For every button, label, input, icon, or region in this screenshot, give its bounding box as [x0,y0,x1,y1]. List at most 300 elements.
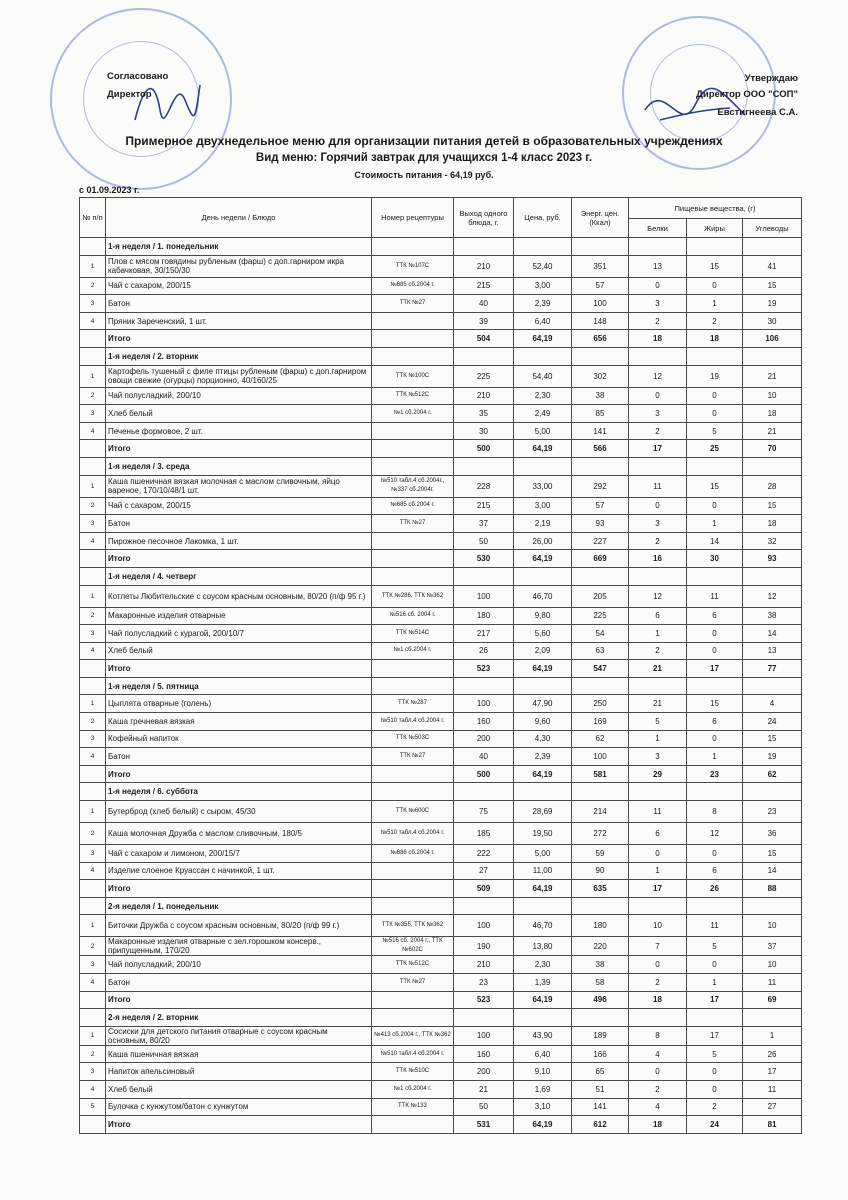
fat-value: 24 [687,1116,743,1134]
row-num-cell: 3 [80,956,106,974]
price-value: 33,00 [514,475,572,497]
empty-cell [687,238,743,256]
fat-value: 8 [687,801,743,823]
day-section-row [80,677,802,695]
empty-cell [572,677,629,695]
col-header-energy: Энерг. цен. (Ккал) [572,198,629,238]
protein-value: 21 [629,695,687,713]
output-grams: 35 [454,405,514,423]
day-label: 1-я неделя / 3. среда [106,457,372,475]
energy-value: 90 [572,862,629,880]
price-value: 47,90 [514,695,572,713]
recipe-number [372,330,454,348]
menu-table-body [80,238,802,1134]
fat-value: 2 [687,1098,743,1116]
fat-value: 0 [687,956,743,974]
carbs-value: 26 [743,1045,802,1063]
energy-value: 58 [572,974,629,992]
empty-cell [629,567,687,585]
dish-name: Чай с сахаром, 200/15 [106,497,372,515]
carbs-value: 93 [743,550,802,568]
empty-cell [629,457,687,475]
recipe-number: ТТК №503С [372,730,454,748]
carbs-value: 62 [743,765,802,783]
dish-row [80,422,802,440]
fat-value: 19 [687,365,743,387]
price-value: 9,60 [514,713,572,731]
dish-row [80,823,802,845]
price-value: 3,10 [514,1098,572,1116]
dish-name: Чай полусладкий, 200/10 [106,387,372,405]
output-grams: 210 [454,255,514,277]
dish-name: Котлеты Любительские с соусом красным основным, 80/20 (п/ф 95 г.) [106,585,372,607]
output-grams: 228 [454,475,514,497]
recipe-number: ТТК №27 [372,974,454,992]
empty-cell [743,567,802,585]
dish-row [80,515,802,533]
empty-cell [372,238,454,256]
dish-name: Батон [106,974,372,992]
recipe-number: ТТК №107С [372,255,454,277]
output-grams: 27 [454,862,514,880]
energy-value: 220 [572,937,629,956]
recipe-number: ТТК №514С [372,625,454,643]
empty-cell [372,347,454,365]
output-grams: 100 [454,695,514,713]
empty-cell [454,677,514,695]
menu-type-title: Вид меню: Горячий завтрак для учащихся 1-4 класс 2023 г. [255,152,593,164]
output-grams: 39 [454,312,514,330]
output-grams: 100 [454,585,514,607]
protein-value: 1 [629,625,687,643]
total-label: Итого [106,765,372,783]
dish-name: Цыплята отварные (голень) [106,695,372,713]
recipe-number: №1 сб.2004 г. [372,405,454,423]
empty-cell [572,1009,629,1027]
dish-row [80,312,802,330]
price-value: 11,00 [514,862,572,880]
fat-value: 11 [687,915,743,937]
protein-value: 0 [629,1063,687,1081]
recipe-number: №685 сб.2004 г. [372,497,454,515]
output-grams: 215 [454,277,514,295]
dish-name: Каша молочная Дружба с маслом сливочным, 180/5 [106,823,372,845]
fat-value: 0 [687,1063,743,1081]
protein-value: 7 [629,937,687,956]
carbs-value: 27 [743,1098,802,1116]
fat-value: 30 [687,550,743,568]
row-num-cell: 1 [80,915,106,937]
price-value: 19,50 [514,823,572,845]
price-value: 1,69 [514,1080,572,1098]
dish-name: Бутерброд (хлеб белый) с сыром, 45/30 [106,801,372,823]
price-value: 64,19 [514,550,572,568]
fat-value: 0 [687,642,743,660]
row-num-cell [80,783,106,801]
energy-value: 63 [572,642,629,660]
empty-cell [514,783,572,801]
recipe-number: ТТК №286, ТТК №362 [372,585,454,607]
output-grams: 21 [454,1080,514,1098]
fat-value: 15 [687,475,743,497]
cost-title: Стоимость питания - 64,19 руб. [354,170,494,180]
fat-value: 5 [687,422,743,440]
price-value: 2,09 [514,642,572,660]
recipe-number [372,862,454,880]
output-grams: 160 [454,713,514,731]
empty-cell [743,347,802,365]
fat-value: 18 [687,330,743,348]
director-label: Директор [107,89,152,100]
empty-cell [454,897,514,915]
day-label: 1-я неделя / 1. понедельник [106,238,372,256]
carbs-value: 12 [743,585,802,607]
empty-cell [572,897,629,915]
empty-cell [514,347,572,365]
energy-value: 100 [572,295,629,313]
carbs-value: 14 [743,862,802,880]
empty-cell [629,238,687,256]
price-value: 9,10 [514,1063,572,1081]
row-num-cell: 3 [80,405,106,423]
protein-value: 6 [629,823,687,845]
energy-value: 141 [572,1098,629,1116]
output-grams: 26 [454,642,514,660]
price-value: 2,49 [514,405,572,423]
carbs-value: 15 [743,497,802,515]
dish-row [80,937,802,956]
dish-name: Макаронные изделия отварные с зел.горошком консерв., припущенным, 170/20 [106,937,372,956]
energy-value: 581 [572,765,629,783]
price-value: 64,19 [514,880,572,898]
output-grams: 100 [454,915,514,937]
row-num-cell [80,880,106,898]
energy-value: 547 [572,660,629,678]
recipe-number: ТТК №512С [372,956,454,974]
protein-value: 0 [629,497,687,515]
protein-value: 21 [629,660,687,678]
price-value: 2,39 [514,295,572,313]
carbs-value: 88 [743,880,802,898]
dish-name: Каша пшеничная вязкая молочная с маслом сливочным, яйцо вареное, 170/10/48/1 шт. [106,475,372,497]
fat-value: 23 [687,765,743,783]
protein-value: 18 [629,330,687,348]
recipe-number [372,765,454,783]
carbs-value: 15 [743,730,802,748]
row-num-cell: 3 [80,730,106,748]
recipe-number: №686 сб.2004 г. [372,845,454,863]
empty-cell [514,897,572,915]
col-header-dish: День недели / Блюдо [106,198,372,238]
fat-value: 1 [687,295,743,313]
protein-value: 3 [629,405,687,423]
empty-cell [687,347,743,365]
price-value: 1,39 [514,974,572,992]
energy-value: 65 [572,1063,629,1081]
empty-cell [687,783,743,801]
row-num-cell: 4 [80,1080,106,1098]
output-grams: 210 [454,387,514,405]
row-num-cell [80,550,106,568]
price-value: 2,19 [514,515,572,533]
price-value: 6,40 [514,312,572,330]
fat-value: 6 [687,713,743,731]
empty-cell [514,567,572,585]
empty-cell [743,457,802,475]
energy-value: 51 [572,1080,629,1098]
dish-row [80,475,802,497]
recipe-number: №510 табл.4 сб.2004 г. [372,823,454,845]
protein-value: 3 [629,515,687,533]
protein-value: 17 [629,880,687,898]
price-value: 9,80 [514,607,572,625]
carbs-value: 15 [743,845,802,863]
row-num-cell: 4 [80,748,106,766]
recipe-number: №510 табл.4 сб.2004г., №337 сб.2004г. [372,475,454,497]
energy-value: 669 [572,550,629,568]
energy-value: 166 [572,1045,629,1063]
row-num-cell [80,991,106,1009]
protein-value: 4 [629,1098,687,1116]
recipe-number [372,550,454,568]
output-grams: 50 [454,532,514,550]
energy-value: 351 [572,255,629,277]
energy-value: 59 [572,845,629,863]
price-value: 3,00 [514,277,572,295]
energy-value: 272 [572,823,629,845]
recipe-number: ТТК №27 [372,748,454,766]
protein-value: 17 [629,440,687,458]
row-num-cell: 1 [80,695,106,713]
protein-value: 12 [629,365,687,387]
price-value: 52,40 [514,255,572,277]
col-header-output: Выход одного блюда, г. [454,198,514,238]
carbs-value: 19 [743,748,802,766]
output-grams: 50 [454,1098,514,1116]
empty-cell [743,897,802,915]
carbs-value: 24 [743,713,802,731]
row-num-cell: 3 [80,1063,106,1081]
recipe-number: ТТК №27 [372,295,454,313]
empty-cell [743,238,802,256]
empty-cell [372,457,454,475]
output-grams: 215 [454,497,514,515]
day-label: 1-я неделя / 6. суббота [106,783,372,801]
carbs-value: 38 [743,607,802,625]
fat-value: 12 [687,823,743,845]
empty-cell [454,347,514,365]
protein-value: 8 [629,1026,687,1045]
page-title: Примерное двухнедельное меню для организации питания детей в образовательных учреждениях [125,134,723,148]
total-label: Итого [106,440,372,458]
fat-value: 0 [687,1080,743,1098]
carbs-value: 23 [743,801,802,823]
dish-name: Хлеб белый [106,405,372,423]
carbs-value: 17 [743,1063,802,1081]
row-num-cell [80,567,106,585]
row-num-cell [80,677,106,695]
energy-value: 656 [572,330,629,348]
dish-row [80,845,802,863]
row-num-cell: 1 [80,365,106,387]
row-num-cell [80,457,106,475]
carbs-value: 11 [743,974,802,992]
protein-value: 1 [629,730,687,748]
energy-value: 57 [572,497,629,515]
recipe-number [372,532,454,550]
protein-value: 0 [629,845,687,863]
company-director-label: Директор ООО "СОП" [696,89,798,100]
total-label: Итого [106,1116,372,1134]
row-num-cell [80,238,106,256]
fat-value: 11 [687,585,743,607]
output-grams: 23 [454,974,514,992]
row-num-cell: 2 [80,607,106,625]
dish-name: Каша пшеничная вязкая [106,1045,372,1063]
output-grams: 37 [454,515,514,533]
energy-value: 189 [572,1026,629,1045]
price-value: 64,19 [514,765,572,783]
output-grams: 40 [454,295,514,313]
row-num-cell [80,897,106,915]
empty-cell [454,457,514,475]
output-grams: 531 [454,1116,514,1134]
fat-value: 0 [687,405,743,423]
dish-name: Чай полусладкий с курагой, 200/10/7 [106,625,372,643]
protein-value: 18 [629,991,687,1009]
dish-row [80,1026,802,1045]
price-value: 26,00 [514,532,572,550]
dish-name: Булочка с кунжутом/батон с кунжутом [106,1098,372,1116]
fat-value: 5 [687,937,743,956]
fat-value: 5 [687,1045,743,1063]
empty-cell [687,677,743,695]
empty-cell [629,783,687,801]
carbs-value: 4 [743,695,802,713]
energy-value: 148 [572,312,629,330]
recipe-number: №685 сб.2004 г. [372,277,454,295]
price-value: 2,30 [514,956,572,974]
protein-value: 2 [629,422,687,440]
empty-cell [572,238,629,256]
row-num-cell [80,765,106,783]
protein-value: 16 [629,550,687,568]
recipe-number [372,1116,454,1134]
empty-cell [454,238,514,256]
fat-value: 1 [687,515,743,533]
empty-cell [372,567,454,585]
dish-row [80,405,802,423]
protein-value: 6 [629,607,687,625]
row-num-cell: 3 [80,515,106,533]
recipe-number: ТТК №600С [372,801,454,823]
price-value: 54,40 [514,365,572,387]
energy-value: 85 [572,405,629,423]
output-grams: 30 [454,422,514,440]
output-grams: 523 [454,991,514,1009]
protein-value: 10 [629,915,687,937]
empty-cell [454,1009,514,1027]
protein-value: 5 [629,713,687,731]
price-value: 2,39 [514,748,572,766]
fat-value: 6 [687,607,743,625]
row-num-cell: 2 [80,937,106,956]
dish-name: Каша гречневая вязкая [106,713,372,731]
protein-value: 0 [629,277,687,295]
recipe-number [372,880,454,898]
dish-row [80,695,802,713]
energy-value: 250 [572,695,629,713]
recipe-number: ТТК №133 [372,1098,454,1116]
price-value: 46,70 [514,915,572,937]
dish-row [80,1098,802,1116]
fat-value: 26 [687,880,743,898]
dish-name: Биточки Дружба с соусом красным основным, 80/20 (п/ф 99 г.) [106,915,372,937]
row-num-cell: 1 [80,1026,106,1045]
total-row [80,765,802,783]
dish-name: Картофель тушеный с филе птицы рубленым (фарш) с доп.гарниром овощи свежие (огурцы) порционно, 40/160/25 [106,365,372,387]
empty-cell [514,457,572,475]
recipe-number [372,312,454,330]
col-header-recipe: Номер рецептуры [372,198,454,238]
energy-value: 62 [572,730,629,748]
recipe-number: №1 сб.2004 г. [372,642,454,660]
empty-cell [572,783,629,801]
col-header-fat: Жиры [687,219,743,238]
protein-value: 18 [629,1116,687,1134]
row-num-cell: 2 [80,277,106,295]
protein-value: 2 [629,974,687,992]
day-section-row [80,457,802,475]
total-row [80,660,802,678]
row-num-cell: 2 [80,497,106,515]
total-label: Итого [106,550,372,568]
dish-name: Макаронные изделия отварные [106,607,372,625]
output-grams: 200 [454,730,514,748]
carbs-value: 30 [743,312,802,330]
fat-value: 0 [687,625,743,643]
dish-name: Пряник Зареченский, 1 шт. [106,312,372,330]
protein-value: 4 [629,1045,687,1063]
row-num-cell: 2 [80,713,106,731]
price-value: 13,80 [514,937,572,956]
protein-value: 0 [629,387,687,405]
price-value: 64,19 [514,660,572,678]
empty-cell [454,567,514,585]
protein-value: 2 [629,642,687,660]
dish-row [80,295,802,313]
protein-value: 11 [629,475,687,497]
protein-value: 2 [629,312,687,330]
price-value: 64,19 [514,440,572,458]
total-row [80,330,802,348]
fat-value: 17 [687,991,743,1009]
dish-row [80,277,802,295]
carbs-value: 18 [743,405,802,423]
menu-table [79,197,802,1134]
fat-value: 0 [687,387,743,405]
dish-name: Батон [106,748,372,766]
recipe-number [372,991,454,1009]
energy-value: 54 [572,625,629,643]
recipe-number: №413 сб.2004 г., ТТК №362 [372,1026,454,1045]
dish-row [80,915,802,937]
empty-cell [372,897,454,915]
col-header-carbs: Углеводы [743,219,802,238]
price-value: 5,60 [514,625,572,643]
row-num-cell [80,347,106,365]
dish-row [80,713,802,731]
